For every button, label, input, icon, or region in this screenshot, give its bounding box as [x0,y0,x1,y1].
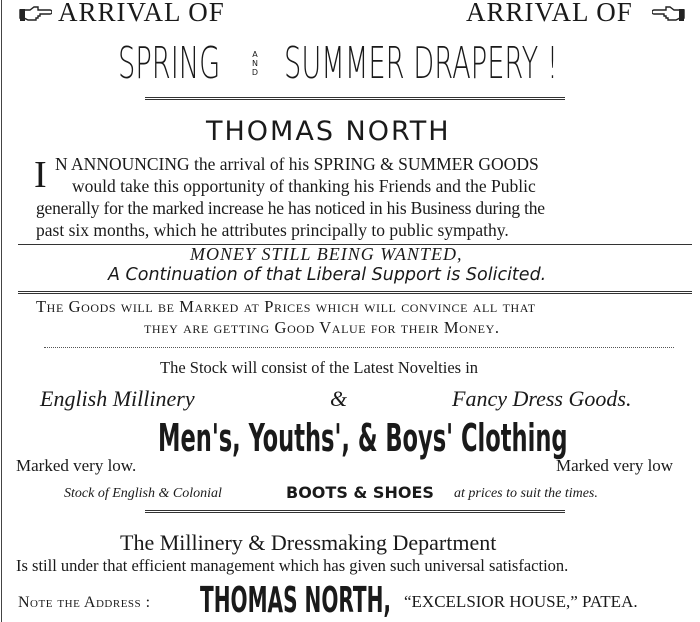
money-line-1: MONEY STILL BEING WANTED, [190,244,463,264]
divider [145,97,565,100]
dropcap: I [34,154,47,196]
address-label: Note the Address : [18,594,151,611]
department-title: The Millinery & Dressmaking Department [120,530,497,555]
announcement-line-2: would take this opportunity of thanking his Friends and the Public [72,176,536,196]
marked-low-left: Marked very low. [16,456,137,475]
address-name: THOMAS NORTH, [200,580,392,621]
clothing-heading: Men's, Youths', & Boys' Clothing [158,416,568,460]
announcement-line-4: past six months, which he attributes principally to public sympathy. [36,220,509,240]
pointing-hand-left-icon [652,4,686,24]
title-summer-drapery: SUMMER DRAPERY ! [284,38,558,89]
header-right: ARRIVAL OF [466,0,633,27]
stock-intro: The Stock will consist of the Latest Novelties in [160,358,479,377]
title-spring: SPRING [118,38,221,89]
pointing-hand-right-icon [18,4,52,24]
marked-low-right: Marked very low [556,456,674,475]
money-line-2: A Continuation of that Liberal Support is Solicited. [108,265,547,285]
boots-prefix: Stock of English & Colonial [64,486,222,501]
department-line: Is still under that efficient management which has given such universal satisfaction. [16,556,569,575]
divider [44,347,674,348]
divider [145,510,565,513]
merchant-name: THOMAS NORTH [206,116,451,147]
goods-line-2: they are getting Good Value for their Money. [144,318,500,337]
announcement-line-3: generally for the marked increase he has noticed in his Business during the [36,198,545,218]
english-millinery: English Millinery [40,386,195,411]
address-place: “EXCELSIOR HOUSE,” PATEA. [404,592,638,611]
header-left: ARRIVAL OF [58,0,225,27]
divider [18,291,692,294]
boots-and-shoes: BOOTS & SHOES [286,483,434,502]
goods-line-1: The Goods will be Marked at Prices which will convince all that [36,297,536,316]
title-and: AND [251,50,259,77]
boots-suffix: at prices to suit the times. [454,486,598,501]
fancy-dress-goods: Fancy Dress Goods. [452,386,632,411]
page-border [1,0,2,622]
ampersand: & [330,386,348,411]
announcement-line-1: N ANNOUNCING the arrival of his SPRING & SUMMER GOODS [55,154,539,174]
